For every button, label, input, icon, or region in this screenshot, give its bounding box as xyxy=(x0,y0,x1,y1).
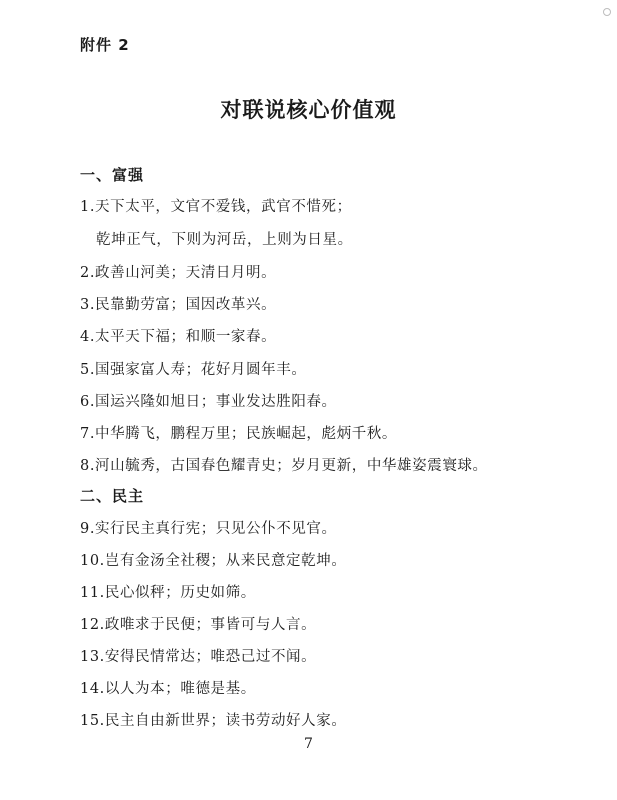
attachment-label: 附件 2 xyxy=(80,36,130,54)
couplet-line: 5.国强家富人寿；花好月圆年丰。 xyxy=(80,362,307,378)
couplet-line: 15.民主自由新世界；读书劳动好人家。 xyxy=(80,713,347,729)
couplet-line: 9.实行民主真行宪；只见公仆不见官。 xyxy=(80,521,337,537)
couplet-line: 11.民心似秤；历史如筛。 xyxy=(80,585,256,601)
couplet-line: 13.安得民情常达；唯恐己过不闻。 xyxy=(80,649,317,665)
document-title: 对联说核心价值观 xyxy=(220,98,397,122)
couplet-line: 3.民靠勤劳富；国因改革兴。 xyxy=(80,297,277,313)
section-heading-minzhu: 二、民主 xyxy=(80,487,145,505)
page-number: 7 xyxy=(304,736,313,752)
couplet-line: 12.政唯求于民便；事皆可与人言。 xyxy=(80,617,317,633)
corner-mark xyxy=(603,8,611,16)
couplet-line: 8.河山毓秀，古国春色耀青史；岁月更新，中华雄姿震寰球。 xyxy=(80,458,488,474)
section-heading-fuqiang: 一、富强 xyxy=(80,166,145,184)
couplet-line: 14.以人为本；唯德是基。 xyxy=(80,681,256,697)
couplet-line: 7.中华腾飞，鹏程万里；民族崛起，彪炳千秋。 xyxy=(80,426,398,442)
couplet-line-continuation: 乾坤正气，下则为河岳，上则为日星。 xyxy=(96,232,353,248)
couplet-line: 6.国运兴隆如旭日；事业发达胜阳春。 xyxy=(80,394,337,410)
couplet-line: 2.政善山河美；天清日月明。 xyxy=(80,265,277,281)
couplet-line: 4.太平天下福；和顺一家春。 xyxy=(80,329,277,345)
couplet-line: 10.岂有金汤全社稷；从来民意定乾坤。 xyxy=(80,553,347,569)
couplet-line: 1.天下太平，文官不爱钱，武官不惜死； xyxy=(80,199,352,215)
